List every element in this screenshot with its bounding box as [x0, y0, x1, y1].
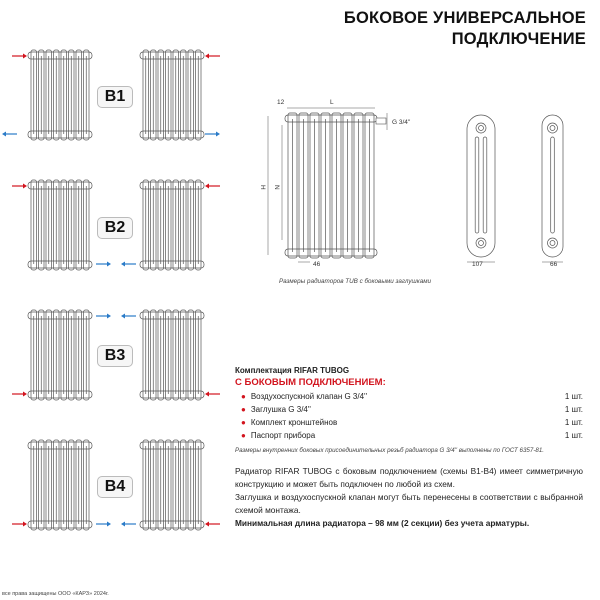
list-item: ● Паспорт прибора 1 шт. — [241, 431, 583, 440]
scheme-label-b1: B1 — [97, 86, 133, 108]
bullet-icon: ● — [241, 392, 246, 401]
dim-l: L — [330, 99, 334, 106]
kit-heading: Комплектация RIFAR TUBOG — [235, 366, 350, 375]
min-length-note: Минимальная длина радиатора – 98 мм (2 секции) без учета арматуры. — [235, 518, 530, 528]
page-title: БОКОВОЕ УНИВЕРСАЛЬНОЕ ПОДКЛЮЧЕНИЕ — [343, 9, 586, 48]
bullet-icon: ● — [241, 431, 246, 440]
scheme-label-b3: B3 — [97, 345, 133, 367]
dim-46: 46 — [313, 261, 321, 268]
kit-note: Размеры внутренних боковых присоединительных резьб радиатора G 3/4'' выполнены по ГОСТ 6357-81. — [235, 447, 544, 454]
list-item: ● Заглушка G 3/4'' 1 шт. — [241, 405, 583, 414]
kit-list — [235, 390, 583, 442]
dim-107: 107 — [472, 261, 483, 268]
copyright: все права защищены ООО «КАРЗ» 2024г. — [2, 591, 109, 597]
dim-h: H — [259, 185, 266, 190]
kit-section — [235, 366, 583, 454]
list-item: ● Комплект кронштейнов 1 шт. — [241, 418, 583, 427]
bullet-icon: ● — [241, 418, 246, 427]
scheme-label-b4: B4 — [97, 476, 133, 498]
dim-12: 12 — [277, 99, 285, 106]
bullet-icon: ● — [241, 405, 246, 414]
scheme-label-b2: B2 — [97, 217, 133, 239]
dim-thread: G 3/4'' — [392, 119, 411, 126]
list-item: ● Воздухоспускной клапан G 3/4'' 1 шт. — [241, 392, 583, 401]
description: Радиатор RIFAR TUBOG с боковым подключением (схемы B1-B4) имеет симметричную конструкцию и может быть подключен по любой из схем. Заглушка и воздухоспускной клапан могут быть перенесены в соответствии с выбранной схемой монтажа. Минимальная длина радиатора – 98 мм (2 секции) без учета арматуры. — [235, 466, 583, 528]
dim-66: 66 — [550, 261, 558, 268]
drawing-caption: Размеры радиаторов TUB с боковыми заглушками — [278, 278, 432, 285]
kit-subheading: С БОКОВЫМ ПОДКЛЮЧЕНИЕМ: — [235, 377, 386, 388]
dim-n: N — [273, 185, 280, 190]
